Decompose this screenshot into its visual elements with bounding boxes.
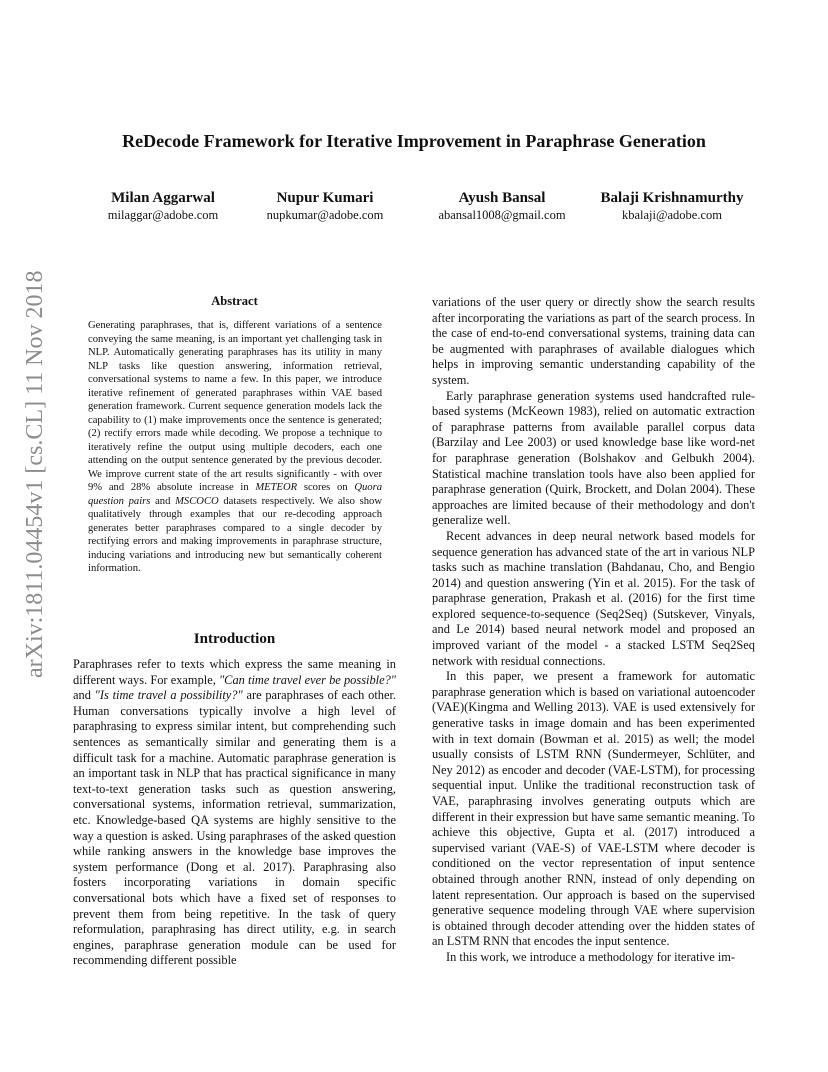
paragraph: Recent advances in deep neural network based models for sequence generation has advanced state of the art in various NLP tasks such as machine translation (Bahdanau, Cho, and Bengio 2014) and question answering (Yin et al. 2015). For the task of paraphrase generation, Prakash et al. (2016) for the first time explored sequence-to-sequence (Seq2Seq) (Sutskever, Vinyals, and Le 2014) based neural network model and proposed an improved variant of the model - a stacked LSTM Seq2Seq network with residual connections. (432, 528, 755, 668)
author-name: Nupur Kumari (276, 190, 374, 206)
author-email[interactable]: milaggar@adobe.com (107, 208, 219, 222)
author-email[interactable]: nupkumar@adobe.com (266, 208, 384, 222)
author-block (250, 189, 400, 223)
right-column-body (432, 295, 755, 966)
author-block (592, 189, 752, 223)
paragraph: In this paper, we present a framework for automatic paraphrase generation which is based on variational autoencoder (VAE)(Kingma and Welling 2013). VAE is used extensively for generative tasks in image domain and has been experimented with in text domain (Bowman et al. 2015) as well; the model usually consists of LSTM RNN (Sundermeyer, Schlüter, and Ney 2012) as encoder and decoder (VAE-LSTM), for processing sequential input. Unlike the traditional reconstruction task of VAE, paraphrasing involves generating outputs which are different in their expression but have same semantic meaning. To achieve this objective, Gupta et al. (2017) introduced a supervised variant (VAE-S) of VAE-LSTM where decoder is conditioned on the vector representation of input sentence obtained through another RNN, instead of only depending on latent representation. Our approach is based on the supervised generative sequence modeling through VAE where supervision is obtained through decoder attending over the hidden states of an LSTM RNN that encodes the input sentence. (432, 669, 755, 949)
paragraph (73, 657, 396, 969)
author-block (88, 189, 238, 223)
abstract-text (88, 319, 382, 576)
text-segment: are paraphrases of each other. Human conversations typically involve a high level of paraphrasing to express similar intent, but comprehending such sentences as semantically similar and generating them is a difficult task for a machine. Automatic paraphrase generation is an important task in NLP that has practical significance in many text-to-text generation tasks such as question answering, conversational systems, information retrieval, summarization, etc. Knowledge-based QA systems are highly sensitive to the way a question is asked. Using paraphrases of the asked question while ranking answers in the knowledge base improves the system performance (Dong et al. 2017). Paraphrasing also fosters incorporating variations in domain specific conversational bots which have a fixed set of responses to prevent them from being repetitive. In the task of query reformulation, paraphrasing has direct utility, e.g. in search engines, paraphrase generation module can be used for recommending different possible (73, 688, 397, 968)
abstract-heading: Abstract (211, 294, 258, 308)
abstract-segment: datasets respectively. We also show qualitatively through examples that our re-decoding approach generates better paraphrases compared to a single decoder by rectifying errors and making improvements in paraphrase structure, inducing variations and introducing new but semantically coherent information. (88, 495, 382, 574)
text-segment: Paraphrases refer to texts which express the same meaning in different ways. For example, (73, 657, 396, 687)
author-name: Balaji Krishnamurthy (600, 190, 744, 206)
author-block (418, 189, 586, 223)
introduction-body (73, 657, 396, 969)
author-email[interactable]: kbalaji@adobe.com (621, 208, 723, 222)
text-segment: and (73, 688, 95, 703)
arxiv-stamp (20, 270, 48, 678)
abstract-metric: METEOR (255, 482, 298, 493)
author-email[interactable]: abansal1008@gmail.com (438, 208, 566, 222)
introduction-heading: Introduction (193, 631, 276, 647)
paper-title: ReDecode Framework for Iterative Improvement in Paraphrase Generation (122, 131, 706, 151)
paragraph: Early paraphrase generation systems used handcrafted rule-based systems (McKeown 1983), relied on automatic extraction of paraphrase patterns from available parallel corpus data (Barzilay and Lee 2003) or used knowledge base like word-net for paraphrase generation (Bolshakov and Gelbukh 2004). Statistical machine translation tools have also been applied for paraphrase generation (Quirk, Brockett, and Dolan 2004). These approaches are limited because of their methodology and don't generalize well. (432, 388, 755, 528)
author-name: Ayush Bansal (458, 190, 546, 206)
arxiv-identifier: arXiv:1811.04454v1 [cs.CL] 11 Nov 2018 (22, 270, 48, 678)
paragraph: In this work, we introduce a methodology for iterative im- (446, 949, 736, 964)
example-quote: "Can time travel ever be possible?" (218, 672, 396, 687)
abstract-dataset: Quora question pairs (88, 482, 382, 507)
author-name: Milan Aggarwal (111, 190, 215, 206)
paragraph: variations of the user query or directly show the search results after incorporating the variations as part of the search process. In the case of end-to-end conversational systems, training data can be augmented with paraphrases of available dialogues which helps in improving semantic understanding capability of the system. (432, 295, 755, 387)
abstract-dataset: MSCOCO (175, 495, 219, 507)
abstract-segment: Generating paraphrases, that is, different variations of a sentence conveying the same meaning, is an important yet challenging task in NLP. Automatically generating paraphrases has its utility in many NLP tasks like question answering, information retrieval, conversational systems to name a few. In this paper, we introduce iterative refinement of generated paraphrases within VAE based generation framework. Current sequence generation models lack the capability to (1) make improvements once the sentence is generated; (2) rectify errors made while decoding. We propose a technique to iteratively refine the output using multiple decoders, each one attending on the output sentence generated by the previous decoder. We improve current state of the art results significantly - with over 9% and 28% absolute increase in (88, 320, 382, 493)
abstract-segment: scores on (297, 482, 355, 493)
abstract-segment: and (150, 495, 176, 507)
example-quote: "Is time travel a possibility?" (94, 688, 243, 703)
